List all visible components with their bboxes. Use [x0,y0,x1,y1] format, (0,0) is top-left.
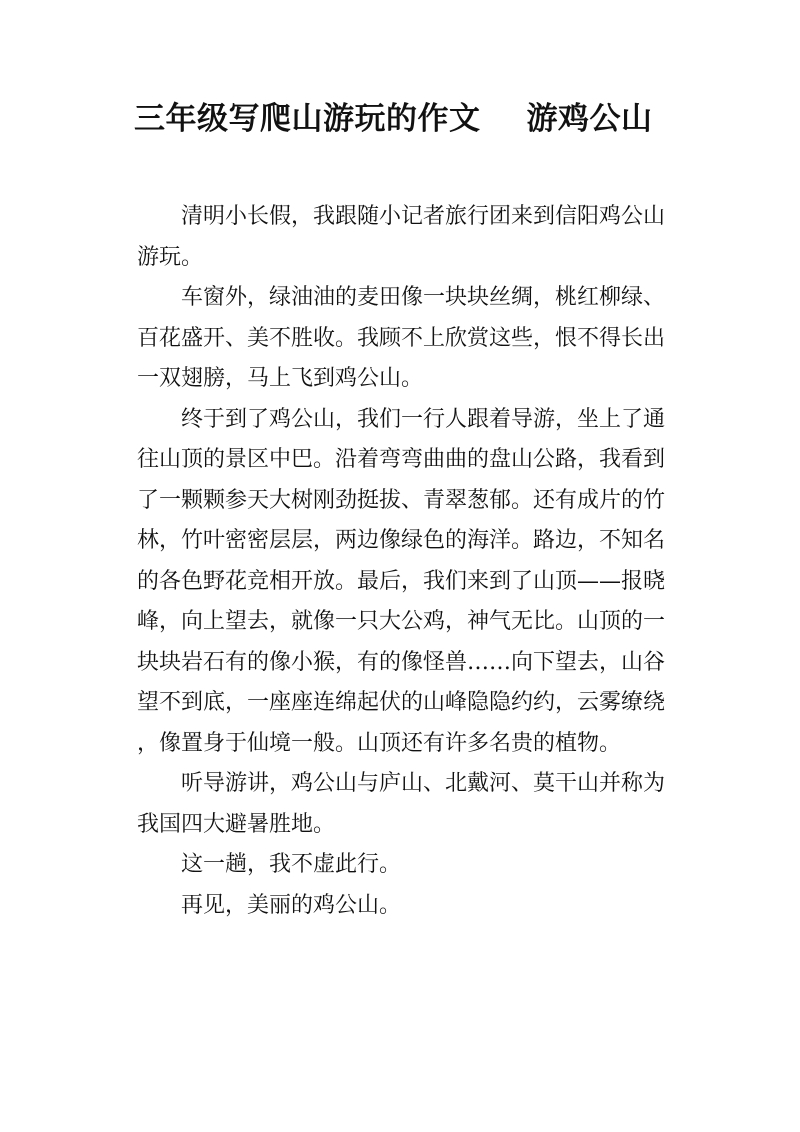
title-sub: 游鸡公山 [526,101,653,137]
paragraph-6: 再见，美丽的鸡公山。 [181,892,402,918]
paragraph-2: 车窗外，绿油油的麦田像一块块丝绸，桃红柳绿、百花盛开、美不胜收。我顾不上欣赏这些，恨不得长出一双翅膀，马上飞到鸡公山。 [137,285,666,391]
document-title [134,97,694,141]
paragraph-4: 听导游讲，鸡公山与庐山、北戴河、莫干山并称为我国四大避暑胜地。 [137,771,666,837]
paragraph-3: 终于到了鸡公山，我们一行人跟着导游，坐上了通往山顶的景区中巴。沿着弯弯曲曲的盘山公路，我看到了一颗颗参天大树刚劲挺拔、青翠葱郁。还有成片的竹林，竹叶密密层层，两边像绿色的海洋。路边，不知名的各色野花竞相开放。最后，我们来到了山顶——报晓峰，向上望去，就像一只大公鸡，神气无比。山顶的一块块岩石有的像小猴，有的像怪兽……向下望去，山谷望不到底，一座座连绵起伏的山峰隐隐约约，云雾缭绕，像置身于仙境一般。山顶还有许多名贵的植物。 [137,406,666,756]
paragraph-5: 这一趟，我不虚此行。 [181,852,402,877]
title-main: 三年级写爬山游玩的作文 [134,101,481,137]
essay-body [137,197,665,926]
paragraph-1: 清明小长假，我跟随小记者旅行团来到信阳鸡公山游玩。 [137,204,666,270]
